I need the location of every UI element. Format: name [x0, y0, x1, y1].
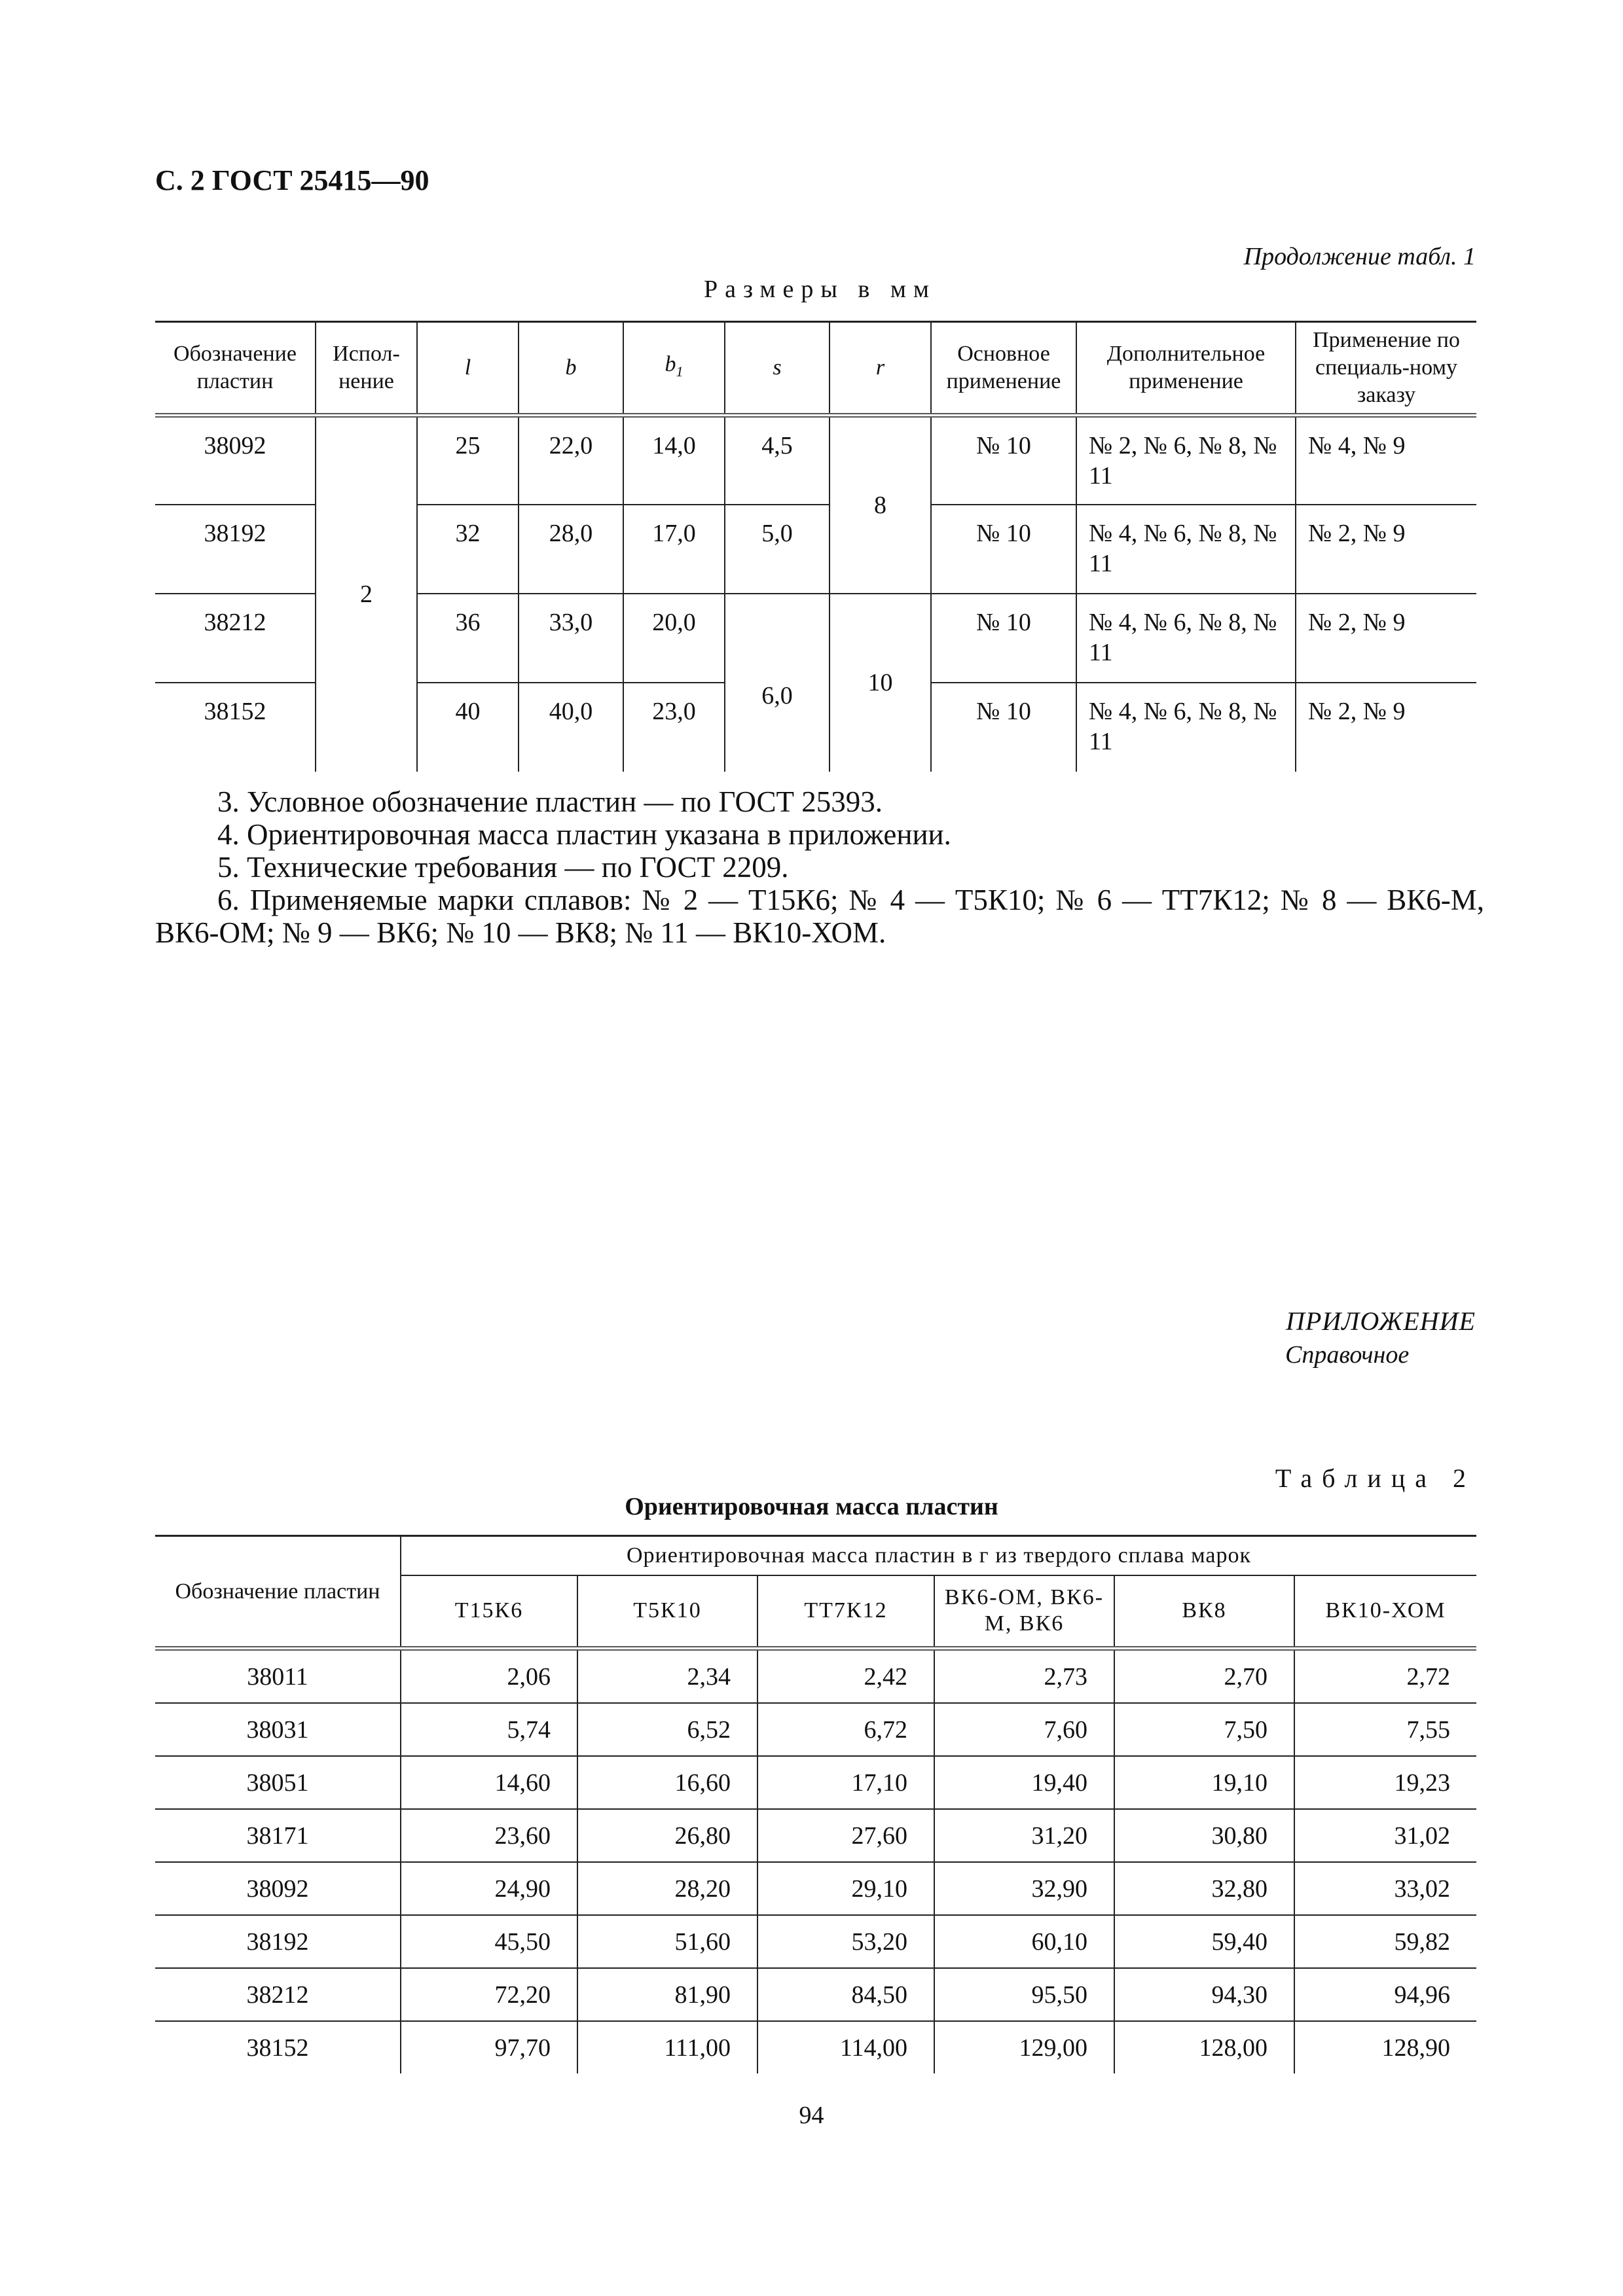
cell-r: 10: [830, 594, 931, 772]
header-additional-application: Дополнительное применение: [1076, 322, 1296, 416]
table-row: [155, 1756, 1476, 1809]
cell-l: 40: [417, 683, 519, 772]
cell-mass: 31,20: [934, 1809, 1114, 1862]
cell-mass: 97,70: [401, 2021, 577, 2073]
cell-designation: 38192: [155, 1915, 401, 1968]
cell-mass: 31,02: [1294, 1809, 1476, 1862]
cell-mass: 94,96: [1294, 1968, 1476, 2021]
cell-s: 5,0: [725, 505, 830, 594]
table-2-title: Ориентировочная масса пластин: [625, 1493, 998, 1520]
cell-mass: 95,50: [934, 1968, 1114, 2021]
cell-mass: 32,90: [934, 1862, 1114, 1915]
cell-mass: 2,34: [577, 1649, 757, 1704]
cell-mass: 2,06: [401, 1649, 577, 1704]
header-grade: ВК10-ХОМ: [1294, 1575, 1476, 1649]
header-r: r: [830, 322, 931, 416]
cell-designation: 38152: [155, 2021, 401, 2073]
header-special-order: Применение по специаль-ному заказу: [1296, 322, 1476, 416]
cell-mass: 129,00: [934, 2021, 1114, 2073]
cell-main: № 10: [931, 683, 1076, 772]
cell-special: № 4, № 9: [1296, 416, 1476, 505]
cell-designation: 38212: [155, 594, 316, 683]
cell-special: № 2, № 9: [1296, 505, 1476, 594]
header-s: s: [725, 322, 830, 416]
cell-mass: 7,55: [1294, 1703, 1476, 1756]
header-mass-group: Ориентировочная масса пластин в г из твердого сплава марок: [401, 1536, 1476, 1575]
cell-mass: 59,82: [1294, 1915, 1476, 1968]
cell-b1: 14,0: [623, 416, 725, 505]
cell-main: № 10: [931, 416, 1076, 505]
table-row: [155, 416, 1476, 505]
appendix-subtitle: Справочное: [1285, 1341, 1410, 1369]
table-row: [155, 1649, 1476, 1704]
header-b1-letter: b: [665, 351, 676, 376]
cell-l: 32: [417, 505, 519, 594]
table-2-header-row: [155, 1536, 1476, 1575]
header-grade: ВК8: [1114, 1575, 1294, 1649]
header-grade: ТТ7К12: [757, 1575, 934, 1649]
cell-mass: 128,00: [1114, 2021, 1294, 2073]
cell-designation: 38171: [155, 1809, 401, 1862]
cell-mass: 5,74: [401, 1703, 577, 1756]
page-header: С. 2 ГОСТ 25415—90: [155, 164, 429, 196]
cell-mass: 32,80: [1114, 1862, 1294, 1915]
note-item: 3. Условное обозначение пластин — по ГОСТ 25393.: [217, 785, 883, 818]
cell-designation: 38152: [155, 683, 316, 772]
cell-mass: 29,10: [757, 1862, 934, 1915]
cell-b1: 23,0: [623, 683, 725, 772]
header-b: b: [519, 322, 623, 416]
cell-additional: № 4, № 6, № 8, № 11: [1076, 505, 1296, 594]
cell-mass: 81,90: [577, 1968, 757, 2021]
cell-mass: 19,40: [934, 1756, 1114, 1809]
cell-mass: 28,20: [577, 1862, 757, 1915]
cell-mass: 17,10: [757, 1756, 934, 1809]
units-caption: Размеры в мм: [704, 276, 936, 303]
header-grade: ВК6-ОМ, ВК6-М, ВК6: [934, 1575, 1114, 1649]
header-main-application: Основное применение: [931, 322, 1076, 416]
table-row: [155, 1968, 1476, 2021]
cell-main: № 10: [931, 594, 1076, 683]
cell-mass: 84,50: [757, 1968, 934, 2021]
cell-mass: 72,20: [401, 1968, 577, 2021]
cell-mass: 53,20: [757, 1915, 934, 1968]
cell-designation: 38011: [247, 1662, 308, 1691]
cell-mass: 2,72: [1294, 1649, 1476, 1704]
header-l: l: [417, 322, 519, 416]
table-row: [155, 1809, 1476, 1862]
cell-l: 36: [417, 594, 519, 683]
cell-l: 25: [417, 416, 519, 505]
cell-mass: 6,72: [757, 1703, 934, 1756]
header-grade: Т5К10: [577, 1575, 757, 1649]
cell-b1: 20,0: [623, 594, 725, 683]
cell-mass: 14,60: [401, 1756, 577, 1809]
cell-mass: 114,00: [757, 2021, 934, 2073]
cell-mass: 2,73: [934, 1649, 1114, 1704]
cell-mass: 128,90: [1294, 2021, 1476, 2073]
cell-mass: 51,60: [577, 1915, 757, 1968]
table-2-label: Таблица 2: [1275, 1463, 1476, 1493]
cell-mass: 2,42: [757, 1649, 934, 1704]
page-number: 94: [799, 2102, 824, 2129]
cell-designation: 38212: [155, 1968, 401, 2021]
cell-designation: 38092: [204, 432, 266, 459]
cell-mass: 45,50: [401, 1915, 577, 1968]
header-version: Испол-нение: [316, 322, 417, 416]
cell-mass: 60,10: [934, 1915, 1114, 1968]
cell-version: 2: [316, 416, 417, 772]
cell-designation: 38092: [155, 1862, 401, 1915]
cell-main: № 10: [931, 505, 1076, 594]
table-1-header-row: [155, 322, 1476, 416]
table-row: [155, 1862, 1476, 1915]
header-designation: Обозначение пластин: [173, 342, 297, 393]
header-designation: Обозначение пластин: [175, 1579, 380, 1604]
table-1: [155, 321, 1476, 772]
notes: [155, 785, 1484, 949]
cell-mass: 59,40: [1114, 1915, 1294, 1968]
cell-special: № 2, № 9: [1296, 594, 1476, 683]
cell-mass: 7,50: [1114, 1703, 1294, 1756]
cell-mass: 26,80: [577, 1809, 757, 1862]
table-2-body: [155, 1649, 1476, 2074]
cell-additional: № 4, № 6, № 8, № 11: [1076, 683, 1296, 772]
table-row: [155, 2021, 1476, 2073]
cell-special: № 2, № 9: [1296, 683, 1476, 772]
note-item: 6. Применяемые марки сплавов: № 2 — Т15К6; № 4 — Т5К10; № 6 — ТТ7К12; № 8 — ВК6-М, ВК6-ОМ; № 9 — ВК6; № 10 — ВК8; № 11 — ВК10-ХОМ.: [155, 884, 1484, 949]
cell-b: 28,0: [519, 505, 623, 594]
cell-b: 22,0: [519, 416, 623, 505]
cell-r: 8: [830, 416, 931, 594]
cell-mass: 30,80: [1114, 1809, 1294, 1862]
continuation-label: Продолжение табл. 1: [1243, 243, 1476, 270]
cell-mass: 19,23: [1294, 1756, 1476, 1809]
cell-designation: 38031: [155, 1703, 401, 1756]
cell-mass: 33,02: [1294, 1862, 1476, 1915]
note-item: 4. Ориентировочная масса пластин указана в приложении.: [217, 818, 951, 851]
cell-s: 6,0: [725, 594, 830, 772]
table-2: [155, 1535, 1476, 2073]
cell-mass: 16,60: [577, 1756, 757, 1809]
cell-mass: 6,52: [577, 1703, 757, 1756]
cell-mass: 24,90: [401, 1862, 577, 1915]
cell-additional: № 4, № 6, № 8, № 11: [1076, 594, 1296, 683]
cell-mass: 111,00: [577, 2021, 757, 2073]
cell-mass: 19,10: [1114, 1756, 1294, 1809]
cell-designation: 38192: [155, 505, 316, 594]
cell-mass: 94,30: [1114, 1968, 1294, 2021]
note-item: 5. Технические требования — по ГОСТ 2209.: [217, 851, 789, 884]
cell-designation: 38051: [155, 1756, 401, 1809]
cell-mass: 27,60: [757, 1809, 934, 1862]
appendix-title: ПРИЛОЖЕНИЕ: [1286, 1306, 1476, 1336]
cell-mass: 2,70: [1114, 1649, 1294, 1704]
cell-b: 33,0: [519, 594, 623, 683]
table-row: [155, 1915, 1476, 1968]
header-b1-subscript: 1: [676, 363, 684, 380]
cell-mass: 23,60: [401, 1809, 577, 1862]
cell-b: 40,0: [519, 683, 623, 772]
cell-s: 4,5: [725, 416, 830, 505]
cell-b1: 17,0: [623, 505, 725, 594]
table-row: [155, 1703, 1476, 1756]
cell-additional: № 2, № 6, № 8, № 11: [1076, 416, 1296, 505]
header-grade: Т15К6: [401, 1575, 577, 1649]
cell-mass: 7,60: [934, 1703, 1114, 1756]
header-b1: [623, 322, 725, 416]
